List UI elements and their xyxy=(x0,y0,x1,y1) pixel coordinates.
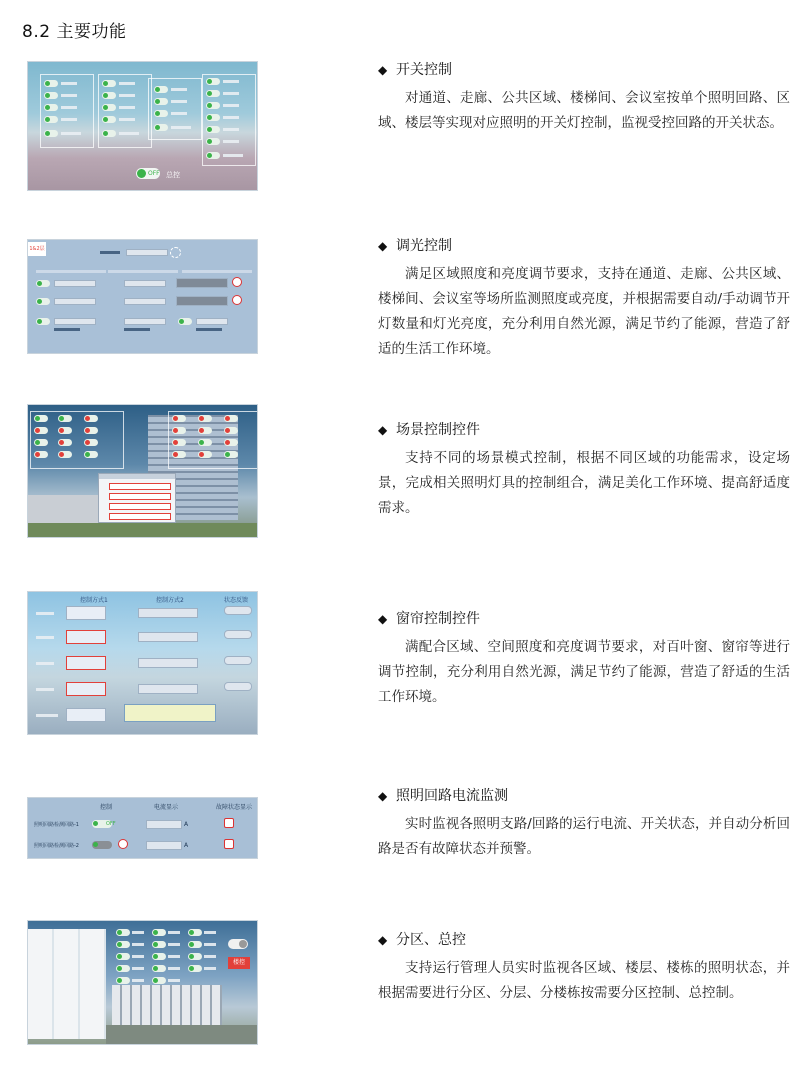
building-image xyxy=(112,985,222,1027)
diamond-bullet-icon: ◆ xyxy=(378,612,388,626)
diamond-bullet-icon: ◆ xyxy=(378,423,388,437)
master-toggle[interactable] xyxy=(228,939,248,949)
current-col2: 电流显示 xyxy=(154,804,179,811)
diamond-bullet-icon: ◆ xyxy=(378,933,388,947)
curtain-control-screenshot xyxy=(27,591,258,735)
section-switch-control xyxy=(378,58,790,136)
section-title: 开关控制 xyxy=(396,62,452,78)
diamond-bullet-icon: ◆ xyxy=(378,239,388,253)
current-col3: 故障状态显示 xyxy=(216,804,253,811)
master-switch-label: 总控 xyxy=(166,171,180,179)
section-scene-control xyxy=(378,418,790,521)
curtain-col2: 控制方式2 xyxy=(156,597,184,604)
section-body: 满足区域照度和亮度调节要求，支持在通道、走廊、公共区域、楼梯间、会议室等场所监测照度或亮度，并根据需要自动/手动调节开灯数量和灯光亮度，充分利用自然光源，满足节约了能源，营造了舒适的生活工作环境。 xyxy=(378,266,790,357)
section-zone-master-control xyxy=(378,928,790,1006)
section-body: 满配合区域、空间照度和亮度调节要求，对百叶窗、窗帘等进行调节控制，充分利用自然光源，满足节约了能源，营造了舒适的生活工作环境。 xyxy=(378,639,790,705)
current-col1: 控制 xyxy=(100,804,113,811)
page-title: 8.2 主要功能 xyxy=(22,22,127,42)
master-switch[interactable]: OFF xyxy=(136,168,160,179)
current-monitoring-screenshot: 控制 电流显示 故障状态显示 照明回路检测回路-1 照明回路检测回路-2 OFF A A xyxy=(27,797,258,859)
section-title: 窗帘控制控件 xyxy=(396,611,480,627)
section-curtain-control xyxy=(378,607,790,710)
section-body: 支持运行管理人员实时监视各区域、楼层、楼栋的照明状态，并根据需要进行分区、分层、分楼栋按需要分区控制、总控制。 xyxy=(378,960,790,1001)
curtain-col1: 控制方式1 xyxy=(80,597,108,604)
section-body: 支持不同的场景模式控制，根据不同区域的功能需求，设定场景，完成相关照明灯具的控制组合，满足美化工作环境、提高舒适度需求。 xyxy=(378,450,790,516)
scene-selector-panel[interactable] xyxy=(98,473,176,523)
master-control-button[interactable]: 楼控 xyxy=(228,957,250,969)
section-title: 照明回路电流监测 xyxy=(396,788,508,804)
section-body: 对通道、走廊、公共区域、楼梯间、会议室按单个照明回路、区域、楼层等实现对应照明的开关灯控制，监视受控回路的开关状态。 xyxy=(378,90,790,131)
zone-control-screenshot xyxy=(27,920,258,1045)
diamond-bullet-icon: ◆ xyxy=(378,63,388,77)
section-title: 调光控制 xyxy=(396,238,452,254)
current-row2: 照明回路检测回路-2 xyxy=(34,843,79,849)
section-body: 实时监视各照明支路/回路的运行电流、开关状态，并自动分析回路是否有故障状态并预警。 xyxy=(378,816,790,857)
scene-control-screenshot xyxy=(27,404,258,538)
section-dimming-control xyxy=(378,234,790,362)
switch-control-screenshot xyxy=(27,61,258,191)
sun-icon xyxy=(170,247,181,258)
diamond-bullet-icon: ◆ xyxy=(378,789,388,803)
floor-badge: 1&2层 xyxy=(28,242,46,256)
section-title: 场景控制控件 xyxy=(396,422,480,438)
curtain-col3: 状态反馈 xyxy=(224,597,249,604)
floor-plan-images xyxy=(28,929,106,1039)
section-title: 分区、总控 xyxy=(396,932,466,948)
current-row1: 照明回路检测回路-1 xyxy=(34,822,79,828)
section-current-monitoring xyxy=(378,784,790,862)
dimming-control-screenshot xyxy=(27,239,258,354)
